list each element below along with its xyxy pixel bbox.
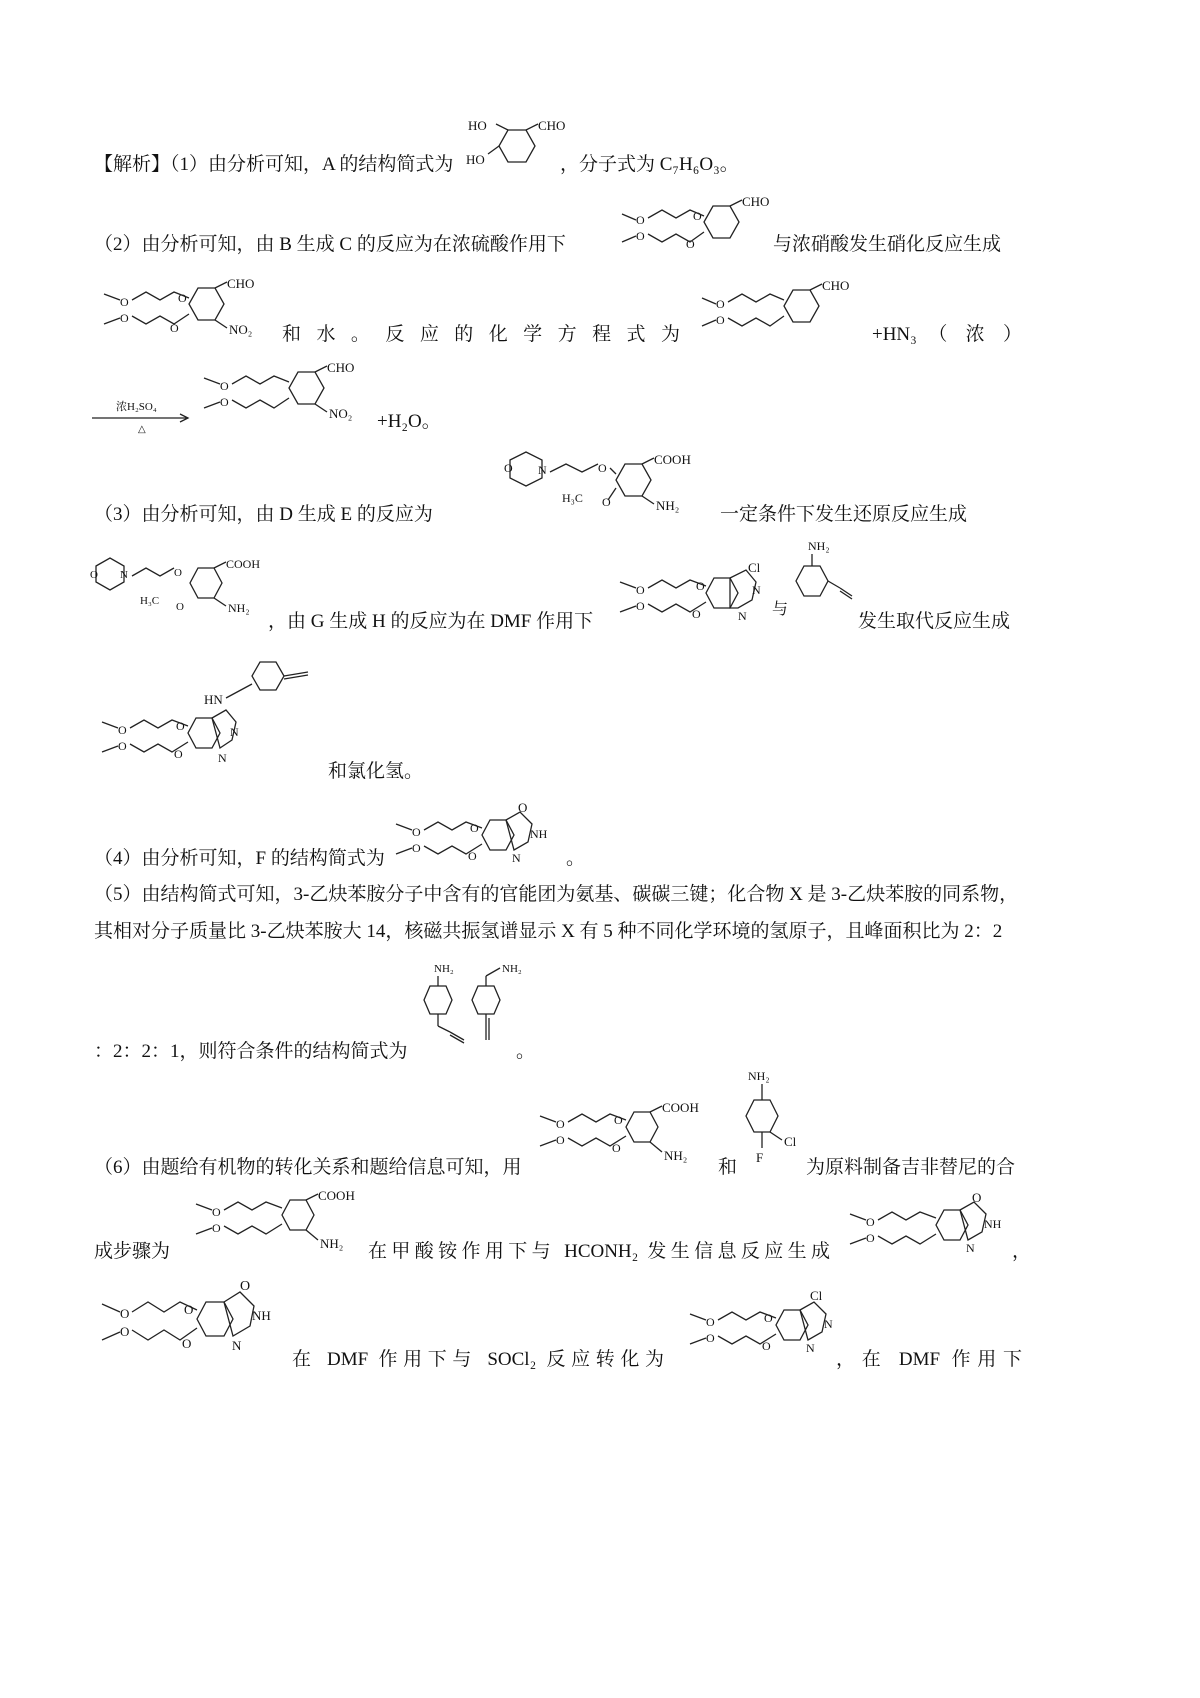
label-ho-2: HO xyxy=(466,152,485,167)
svg-text:O: O xyxy=(120,295,129,309)
para3-c: ，由 G 生成 H 的反应为在 DMF 作用下 xyxy=(268,611,594,632)
structure-acid-2 xyxy=(182,1184,382,1264)
svg-text:O: O xyxy=(556,1117,565,1131)
svg-text:N: N xyxy=(512,851,521,865)
svg-text:O: O xyxy=(118,739,127,753)
svg-text:N: N xyxy=(538,463,547,477)
para3-d: 发生取代反应生成 xyxy=(858,611,1011,632)
svg-text:H₃C: H₃C xyxy=(562,491,583,505)
svg-text:O: O xyxy=(716,297,725,311)
svg-text:O: O xyxy=(556,1133,565,1147)
svg-text:N: N xyxy=(752,583,761,597)
para5-line2: 其相对分子质量比 3-乙炔苯胺大 14，核磁共振氢谱显示 X 有 5 种不同化学环境的氢原子，且峰面积比为 2：2 xyxy=(94,921,1003,942)
svg-text:O: O xyxy=(170,321,179,335)
svg-text:F: F xyxy=(756,1150,764,1165)
label-ho: HO xyxy=(468,118,487,133)
svg-text:O: O xyxy=(692,607,701,621)
svg-text:NH₂: NH₂ xyxy=(434,963,454,975)
svg-text:O: O xyxy=(706,1331,715,1345)
svg-text:O: O xyxy=(120,1306,130,1321)
svg-text:O: O xyxy=(120,1324,130,1339)
svg-text:O: O xyxy=(636,583,645,597)
svg-text:NH: NH xyxy=(252,1308,271,1323)
svg-text:O: O xyxy=(212,1205,221,1219)
para6-e: 在 DMF 作用下与 SOCl₂ 反应转化为 xyxy=(292,1349,664,1370)
svg-text:O: O xyxy=(220,395,229,409)
para2-d: +HN₃ （ 浓 ） xyxy=(872,324,1022,345)
svg-text:O: O xyxy=(178,291,187,305)
svg-text:O: O xyxy=(636,599,645,613)
svg-text:O: O xyxy=(212,1221,221,1235)
para3-a: （3）由分析可知，由 D 生成 E 的反应为 xyxy=(94,504,433,525)
structure-E xyxy=(88,556,288,631)
svg-text:NH: NH xyxy=(984,1217,1002,1231)
svg-text:O: O xyxy=(220,379,229,393)
svg-text:N: N xyxy=(120,569,128,581)
svg-text:COOH: COOH xyxy=(654,452,691,467)
para3-and: 与 xyxy=(772,601,789,618)
structure-B xyxy=(608,192,773,262)
para4-a: （4）由分析可知，F 的结构简式为 xyxy=(94,848,385,869)
svg-text:O: O xyxy=(764,1311,773,1325)
svg-text:NO₂: NO₂ xyxy=(329,406,353,421)
svg-text:NH₂: NH₂ xyxy=(664,1148,688,1163)
svg-text:O: O xyxy=(412,825,421,839)
svg-text:O: O xyxy=(636,229,645,243)
svg-text:NH₂: NH₂ xyxy=(748,1069,770,1083)
svg-text:COOH: COOH xyxy=(226,557,261,571)
svg-text:NO₂: NO₂ xyxy=(229,322,253,337)
label-cho: CHO xyxy=(538,118,566,133)
structure-C-2 xyxy=(190,356,375,431)
svg-text:O: O xyxy=(602,495,611,509)
svg-text:O: O xyxy=(468,849,477,863)
svg-text:O: O xyxy=(174,747,183,761)
svg-text:H₃C: H₃C xyxy=(140,595,160,607)
svg-text:NH₂: NH₂ xyxy=(502,963,522,975)
structures-X xyxy=(420,960,530,1060)
para1-tail: ，分子式为 C₇H₆O₃。 xyxy=(560,154,739,175)
para6-d: 在甲酸铵作用下与 HCONH₂ 发生信息反应生成 xyxy=(368,1241,830,1262)
svg-text:O: O xyxy=(90,569,98,581)
para6-and: 和 xyxy=(718,1157,738,1178)
svg-text:O: O xyxy=(118,723,127,737)
arrow-heat: △ xyxy=(138,424,146,435)
para5-line1: （5）由结构简式可知，3-乙炔苯胺分子中含有的官能团为氨基、碳碳三键；化合物 X 是 3-乙炔苯胺的同系物， xyxy=(94,884,1019,905)
svg-text:NH₂: NH₂ xyxy=(320,1236,344,1251)
svg-text:O: O xyxy=(614,1113,623,1127)
svg-text:O: O xyxy=(598,461,607,475)
structure-F xyxy=(382,800,562,870)
structure-B-2 xyxy=(688,276,858,346)
svg-text:O: O xyxy=(762,1339,771,1353)
para6-comma: ， xyxy=(1012,1241,1032,1262)
svg-text:O: O xyxy=(866,1215,875,1229)
svg-text:N: N xyxy=(966,1241,975,1255)
svg-text:N: N xyxy=(230,725,239,739)
svg-text:O: O xyxy=(176,719,185,733)
structure-acid xyxy=(526,1096,726,1176)
svg-text:O: O xyxy=(504,461,513,475)
svg-text:CHO: CHO xyxy=(742,194,770,209)
structure-D xyxy=(500,450,720,530)
para5-end: 。 xyxy=(516,1041,536,1062)
structure-F-3 xyxy=(88,1278,288,1368)
svg-text:NH₂: NH₂ xyxy=(656,498,680,513)
svg-text:COOH: COOH xyxy=(318,1188,355,1203)
para3-e: 和氯化氢。 xyxy=(328,761,424,782)
svg-text:N: N xyxy=(738,609,747,623)
para2-a: （2）由分析可知，由 B 生成 C 的反应为在浓硫酸作用下 xyxy=(94,234,566,255)
svg-text:O: O xyxy=(182,1336,192,1351)
svg-text:O: O xyxy=(693,209,702,223)
para1-lead: 【解析】（1）由分析可知，A 的结构简式为 xyxy=(94,154,454,175)
structure-A xyxy=(468,118,568,178)
svg-text:N: N xyxy=(218,751,227,765)
svg-text:N: N xyxy=(806,1341,815,1355)
svg-text:O: O xyxy=(174,567,182,579)
svg-text:O: O xyxy=(470,821,479,835)
svg-text:CHO: CHO xyxy=(227,276,255,291)
svg-text:O: O xyxy=(612,1141,621,1155)
svg-text:NH: NH xyxy=(530,827,548,841)
svg-text:O: O xyxy=(696,579,705,593)
para2-c: 和 水 。 反 应 的 化 学 方 程 式 为 xyxy=(282,324,680,345)
para6-a: （6）由题给有机物的转化关系和题给信息可知，用 xyxy=(94,1157,522,1178)
svg-text:Cl: Cl xyxy=(748,560,761,575)
svg-text:NH₂: NH₂ xyxy=(808,539,830,553)
svg-text:O: O xyxy=(716,313,725,327)
svg-text:Cl: Cl xyxy=(784,1134,797,1149)
arrow-condition: 浓H₂SO₄ xyxy=(116,401,157,413)
svg-text:Cl: Cl xyxy=(810,1288,823,1303)
para2-b: 与浓硝酸发生硝化反应生成 xyxy=(773,234,1002,255)
svg-text:O: O xyxy=(184,1302,194,1317)
para6-c: 成步骤为 xyxy=(94,1241,171,1262)
svg-text:O: O xyxy=(866,1231,875,1245)
structure-F-2 xyxy=(836,1190,1016,1260)
structure-aniline xyxy=(742,1066,812,1176)
reaction-arrow xyxy=(92,396,192,436)
svg-text:N: N xyxy=(232,1338,242,1353)
para6-f: ，在 DMF 作用下 xyxy=(836,1349,1022,1370)
para5-line3: ：2：2：1，则符合条件的结构简式为 xyxy=(94,1041,408,1062)
structure-H xyxy=(88,654,328,774)
svg-text:O: O xyxy=(518,800,528,815)
svg-text:COOH: COOH xyxy=(662,1100,699,1115)
svg-text:O: O xyxy=(120,311,129,325)
structure-amine xyxy=(790,536,850,626)
svg-text:HN: HN xyxy=(204,692,223,707)
para2-e: +H₂O。 xyxy=(377,411,441,432)
svg-text:NH₂: NH₂ xyxy=(228,601,250,615)
svg-text:O: O xyxy=(176,601,184,613)
svg-text:CHO: CHO xyxy=(822,278,850,293)
svg-text:O: O xyxy=(636,213,645,227)
para3-b: 一定条件下发生还原反应生成 xyxy=(720,504,968,525)
svg-text:O: O xyxy=(240,1279,251,1294)
structure-C xyxy=(90,272,275,347)
svg-text:O: O xyxy=(972,1190,982,1205)
para4-b: 。 xyxy=(566,848,586,869)
para6-b: 为原料制备吉非替尼的合 xyxy=(806,1157,1016,1178)
svg-text:N: N xyxy=(824,1317,833,1331)
svg-text:O: O xyxy=(412,841,421,855)
svg-text:CHO: CHO xyxy=(327,360,355,375)
svg-text:O: O xyxy=(686,237,695,251)
svg-text:O: O xyxy=(706,1315,715,1329)
